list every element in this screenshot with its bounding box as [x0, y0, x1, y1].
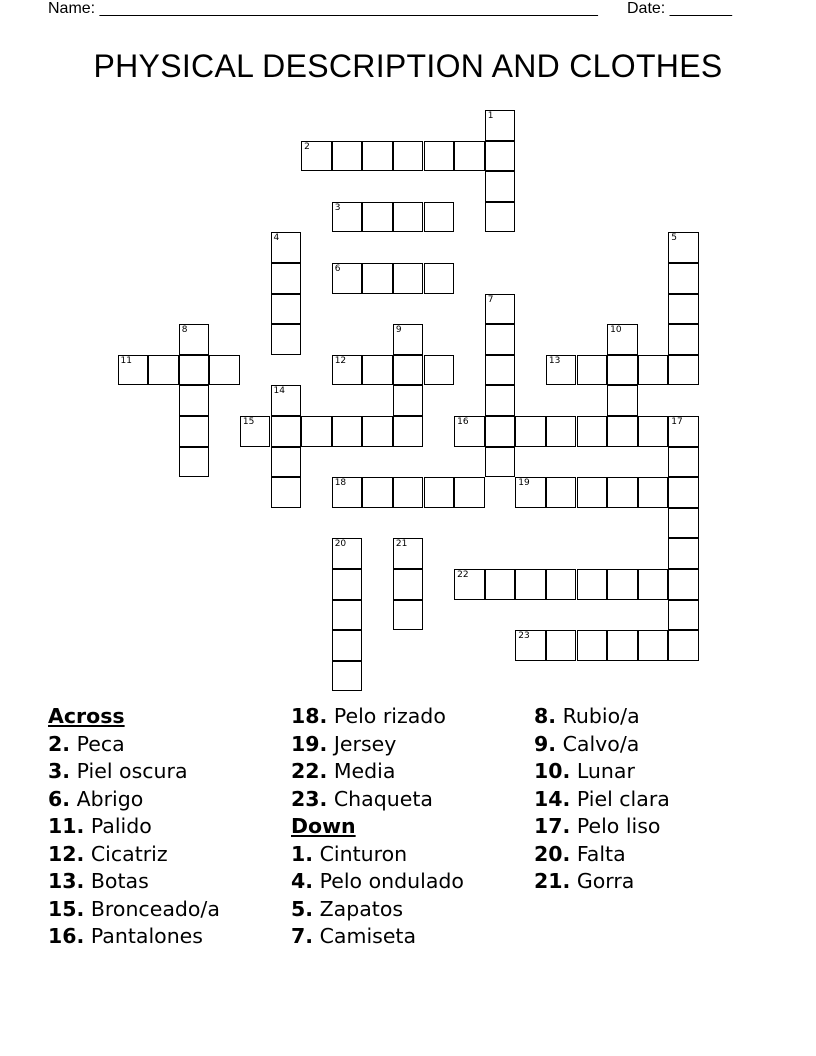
grid-cell[interactable]: [546, 416, 577, 447]
grid-cell[interactable]: [362, 355, 393, 386]
clue-text: Cinturon: [319, 841, 408, 866]
cell-number: 3: [334, 202, 341, 213]
down-heading: Down: [291, 814, 356, 838]
clue-number: 18.: [291, 704, 328, 728]
down-clue: [534, 841, 670, 869]
grid-cell[interactable]: [332, 630, 363, 661]
down-clue: [291, 923, 464, 951]
across-clue: [48, 758, 220, 786]
across-clue: [291, 786, 464, 814]
clue-number: 4.: [291, 869, 314, 893]
cell-number: 4: [273, 233, 280, 244]
grid-cell[interactable]: [546, 569, 577, 600]
grid-cell[interactable]: [607, 477, 638, 508]
clue-number: 17.: [534, 814, 571, 838]
clue-text: Abrigo: [76, 786, 144, 811]
clue-number: 10.: [534, 759, 571, 783]
across-clue: [48, 786, 220, 814]
grid-cell[interactable]: [393, 416, 424, 447]
grid-cell[interactable]: [362, 141, 393, 172]
cell-number: 2: [304, 141, 310, 152]
grid-cell[interactable]: [332, 477, 363, 508]
grid-cell[interactable]: [638, 355, 669, 386]
grid-cell[interactable]: [638, 630, 669, 661]
down-clue: [291, 868, 464, 896]
grid-cell[interactable]: [332, 202, 363, 233]
grid-cell[interactable]: [485, 416, 516, 447]
clue-number: 8.: [534, 704, 557, 728]
cell-number: 7: [487, 294, 494, 305]
grid-cell[interactable]: [577, 569, 608, 600]
clue-number: 7.: [291, 924, 314, 948]
grid-cell[interactable]: [362, 202, 393, 233]
clue-column-1: [48, 703, 220, 951]
grid-cell[interactable]: [638, 477, 669, 508]
clue-number: 13.: [48, 869, 85, 893]
page-title: PHYSICAL DESCRIPTION AND CLOTHES: [93, 48, 723, 84]
grid-cell[interactable]: [271, 416, 302, 447]
grid-cell[interactable]: [179, 416, 210, 447]
clue-text: Calvo/a: [562, 731, 640, 756]
cell-number: 22: [457, 570, 469, 580]
clue-text: Chaqueta: [333, 786, 433, 811]
grid-cell[interactable]: [668, 447, 699, 478]
clue-number: 3.: [48, 759, 71, 783]
clue-text: Peca: [76, 731, 125, 756]
grid-cell[interactable]: [668, 263, 699, 294]
grid-cell[interactable]: [607, 630, 638, 661]
grid-cell[interactable]: [393, 569, 424, 600]
down-clue: [534, 868, 670, 896]
grid-cell[interactable]: [271, 477, 302, 508]
clue-number: 14.: [534, 786, 571, 811]
clue-text: Pelo rizado: [333, 704, 446, 728]
cell-number: 14: [273, 386, 285, 397]
grid-cell[interactable]: [668, 630, 699, 661]
clue-text: Lunar: [576, 759, 635, 783]
clue-text: Zapatos: [319, 896, 404, 921]
cell-number: 5: [671, 233, 678, 244]
grid-cell[interactable]: [546, 630, 577, 661]
across-clue: [48, 923, 220, 951]
clue-number: 21.: [534, 869, 571, 893]
grid-cell[interactable]: [577, 630, 608, 661]
grid-cell[interactable]: [424, 355, 455, 386]
grid-cell[interactable]: [332, 538, 363, 569]
clue-number: 15.: [48, 896, 85, 921]
cell-number: 10: [610, 325, 622, 336]
clue-number: 12.: [48, 841, 85, 866]
down-clue: [291, 896, 464, 924]
grid-cell[interactable]: [332, 263, 363, 294]
down-clue: [291, 841, 464, 869]
grid-cell[interactable]: [668, 569, 699, 600]
across-clue: [48, 868, 220, 896]
grid-cell[interactable]: [424, 477, 455, 508]
down-clue: [534, 703, 670, 731]
grid-cell[interactable]: [546, 355, 577, 386]
grid-cell[interactable]: [362, 416, 393, 447]
grid-cell[interactable]: [393, 600, 424, 631]
grid-cell[interactable]: [668, 294, 699, 325]
grid-cell[interactable]: [607, 355, 638, 386]
clue-text: Pelo ondulado: [319, 869, 464, 893]
across-heading: Across: [48, 704, 125, 728]
grid-cell[interactable]: [454, 569, 485, 600]
clue-number: 19.: [291, 731, 328, 756]
grid-cell[interactable]: [362, 263, 393, 294]
grid-cell[interactable]: [393, 477, 424, 508]
grid-cell[interactable]: [668, 355, 699, 386]
cell-number: 17: [671, 417, 683, 427]
grid-cell[interactable]: [485, 171, 516, 202]
grid-cell[interactable]: [271, 324, 302, 355]
clue-text: Piel clara: [576, 786, 670, 811]
clue-column-2: [291, 703, 464, 951]
cell-number: 23: [518, 631, 530, 642]
grid-cell[interactable]: [393, 355, 424, 386]
cell-number: 12: [334, 355, 347, 366]
grid-cell[interactable]: [332, 141, 363, 172]
grid-cell[interactable]: [485, 141, 516, 172]
grid-cell[interactable]: [485, 569, 516, 600]
clue-number: 16.: [48, 924, 85, 948]
grid-cell[interactable]: [179, 355, 210, 386]
grid-cell[interactable]: [271, 263, 302, 294]
clue-number: 6.: [48, 786, 71, 811]
cell-number: 13: [548, 355, 561, 366]
grid-cell[interactable]: [362, 477, 393, 508]
grid-cell[interactable]: [607, 416, 638, 447]
grid-cell[interactable]: [515, 630, 546, 661]
grid-cell[interactable]: [301, 416, 332, 447]
date-line: Date: _______: [627, 0, 732, 17]
down-clue: [534, 786, 670, 814]
grid-cell[interactable]: [607, 324, 638, 355]
cell-number: 1: [487, 111, 494, 121]
grid-cell[interactable]: [179, 447, 210, 478]
cell-number: 6: [334, 264, 341, 274]
cell-number: 15: [242, 417, 255, 427]
clue-text: Cicatriz: [90, 841, 168, 866]
cell-number: 9: [395, 325, 402, 336]
grid-cell[interactable]: [179, 385, 210, 416]
clue-number: 2.: [48, 731, 71, 756]
clue-number: 5.: [291, 896, 314, 921]
grid-cell[interactable]: [668, 508, 699, 539]
cell-number: 21: [395, 539, 408, 550]
grid-cell[interactable]: [271, 294, 302, 325]
cell-number: 11: [120, 355, 132, 366]
grid-cell[interactable]: [485, 324, 516, 355]
clue-text: Rubio/a: [562, 704, 640, 728]
grid-cell[interactable]: [546, 477, 577, 508]
grid-cell[interactable]: [332, 661, 363, 692]
grid-cell[interactable]: [485, 447, 516, 478]
grid-cell[interactable]: [577, 416, 608, 447]
grid-cell[interactable]: [485, 110, 516, 141]
grid-cell[interactable]: [393, 538, 424, 569]
clue-text: Falta: [576, 841, 626, 866]
cell-number: 16: [457, 417, 469, 427]
clue-text: Bronceado/a: [90, 896, 220, 921]
grid-cell[interactable]: [668, 600, 699, 631]
across-clue: [48, 896, 220, 924]
grid-cell[interactable]: [424, 141, 455, 172]
clue-text: Piel oscura: [76, 759, 188, 783]
clue-text: Botas: [90, 869, 149, 893]
grid-cell[interactable]: [515, 477, 546, 508]
grid-cell[interactable]: [209, 355, 240, 386]
grid-cell[interactable]: [393, 263, 424, 294]
across-clue: [291, 758, 464, 786]
cell-number: 18: [334, 478, 347, 489]
clue-number: 23.: [291, 786, 328, 811]
grid-cell[interactable]: [668, 324, 699, 355]
grid-cell[interactable]: [240, 416, 271, 447]
clue-text: Jersey: [333, 731, 397, 756]
grid-cell[interactable]: [179, 324, 210, 355]
clue-number: 11.: [48, 814, 85, 838]
grid-cell[interactable]: [393, 202, 424, 233]
name-line: Name: ________________________________________________________: [48, 0, 598, 17]
grid-cell[interactable]: [424, 202, 455, 233]
grid-cell[interactable]: [454, 141, 485, 172]
grid-cell[interactable]: [454, 416, 485, 447]
down-clue: [534, 813, 670, 841]
grid-cell[interactable]: [271, 447, 302, 478]
across-clue: [48, 813, 220, 841]
grid-cell[interactable]: [668, 232, 699, 263]
grid-cell[interactable]: [271, 232, 302, 263]
grid-cell[interactable]: [485, 294, 516, 325]
grid-cell[interactable]: [393, 324, 424, 355]
clue-text: Pelo liso: [576, 814, 661, 838]
grid-cell[interactable]: [668, 538, 699, 569]
grid-cell[interactable]: [668, 477, 699, 508]
clue-number: 9.: [534, 731, 557, 756]
clue-number: 20.: [534, 841, 571, 866]
grid-cell[interactable]: [301, 141, 332, 172]
clue-text: Media: [333, 759, 396, 783]
grid-cell[interactable]: [118, 355, 149, 386]
down-clue: [534, 758, 670, 786]
grid-cell[interactable]: [271, 385, 302, 416]
clue-number: 22.: [291, 759, 328, 783]
grid-cell[interactable]: [393, 385, 424, 416]
grid-cell[interactable]: [332, 569, 363, 600]
grid-cell[interactable]: [424, 263, 455, 294]
grid-cell[interactable]: [485, 202, 516, 233]
grid-cell[interactable]: [332, 355, 363, 386]
grid-cell[interactable]: [515, 416, 546, 447]
cell-number: 19: [518, 478, 530, 489]
clue-text: Palido: [90, 814, 152, 838]
clue-text: Gorra: [576, 869, 635, 893]
clue-text: Pantalones: [90, 924, 203, 948]
across-clue: [291, 703, 464, 731]
grid-cell[interactable]: [332, 600, 363, 631]
grid-cell[interactable]: [668, 416, 699, 447]
across-clue: [291, 731, 464, 759]
grid-cell[interactable]: [577, 355, 608, 386]
grid-cell[interactable]: [485, 355, 516, 386]
clue-number: 1.: [291, 841, 314, 866]
grid-cell[interactable]: [607, 569, 638, 600]
grid-cell[interactable]: [393, 141, 424, 172]
clue-column-3: [534, 703, 670, 896]
grid-cell[interactable]: [638, 416, 669, 447]
grid-cell[interactable]: [148, 355, 179, 386]
across-clue: [48, 841, 220, 869]
cell-number: 8: [181, 325, 188, 336]
grid-cell[interactable]: [454, 477, 485, 508]
grid-cell[interactable]: [332, 416, 363, 447]
grid-cell[interactable]: [577, 477, 608, 508]
cell-number: 20: [334, 539, 347, 550]
across-clue: [48, 731, 220, 759]
grid-cell[interactable]: [638, 569, 669, 600]
clue-text: Camiseta: [319, 924, 417, 948]
down-clue: [534, 731, 670, 759]
grid-cell[interactable]: [607, 385, 638, 416]
grid-cell[interactable]: [515, 569, 546, 600]
grid-cell[interactable]: [485, 385, 516, 416]
